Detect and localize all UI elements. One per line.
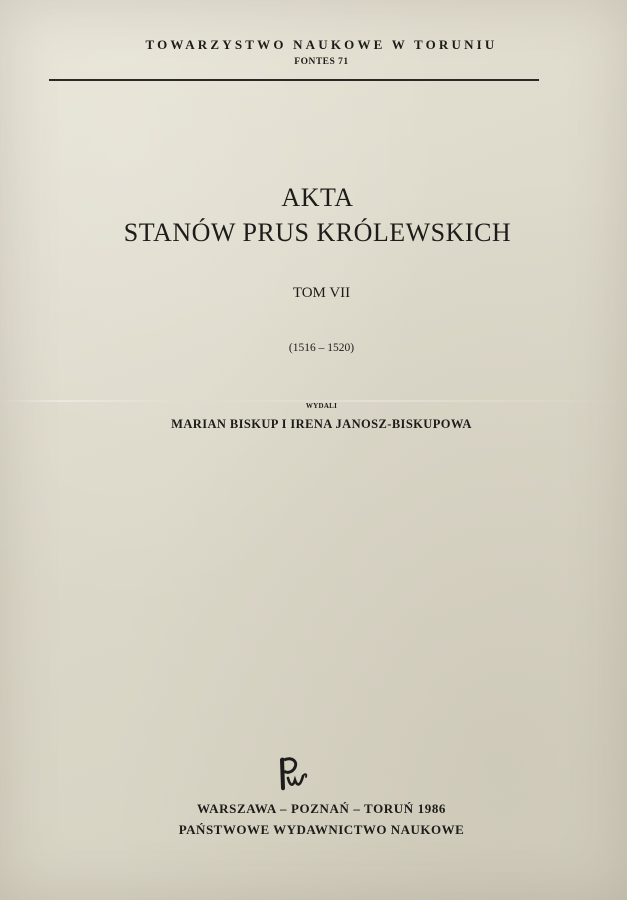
- volume-number: TOM VII: [292, 285, 351, 301]
- society-name: TOWARZYSTWO NAUKOWE W TORUNIU: [145, 37, 498, 52]
- header-rule: [49, 79, 539, 81]
- series-label: FONTES 71: [294, 57, 349, 67]
- pwn-logo-icon: [272, 754, 310, 794]
- editors-label: WYDALI: [305, 402, 338, 410]
- publication-place: WARSZAWA – POZNAŃ – TORUŃ 1986: [196, 801, 447, 816]
- book-title-line-2: STANÓW PRUS KRÓLEWSKICH: [123, 218, 512, 247]
- editors-names: MARIAN BISKUP I IRENA JANOSZ-BISKUPOWA: [171, 417, 472, 431]
- book-title-line-1: AKTA: [281, 183, 354, 212]
- publisher-name: PAŃSTWOWE WYDAWNICTWO NAUKOWE: [178, 822, 465, 837]
- year-range: (1516 – 1520): [288, 342, 355, 354]
